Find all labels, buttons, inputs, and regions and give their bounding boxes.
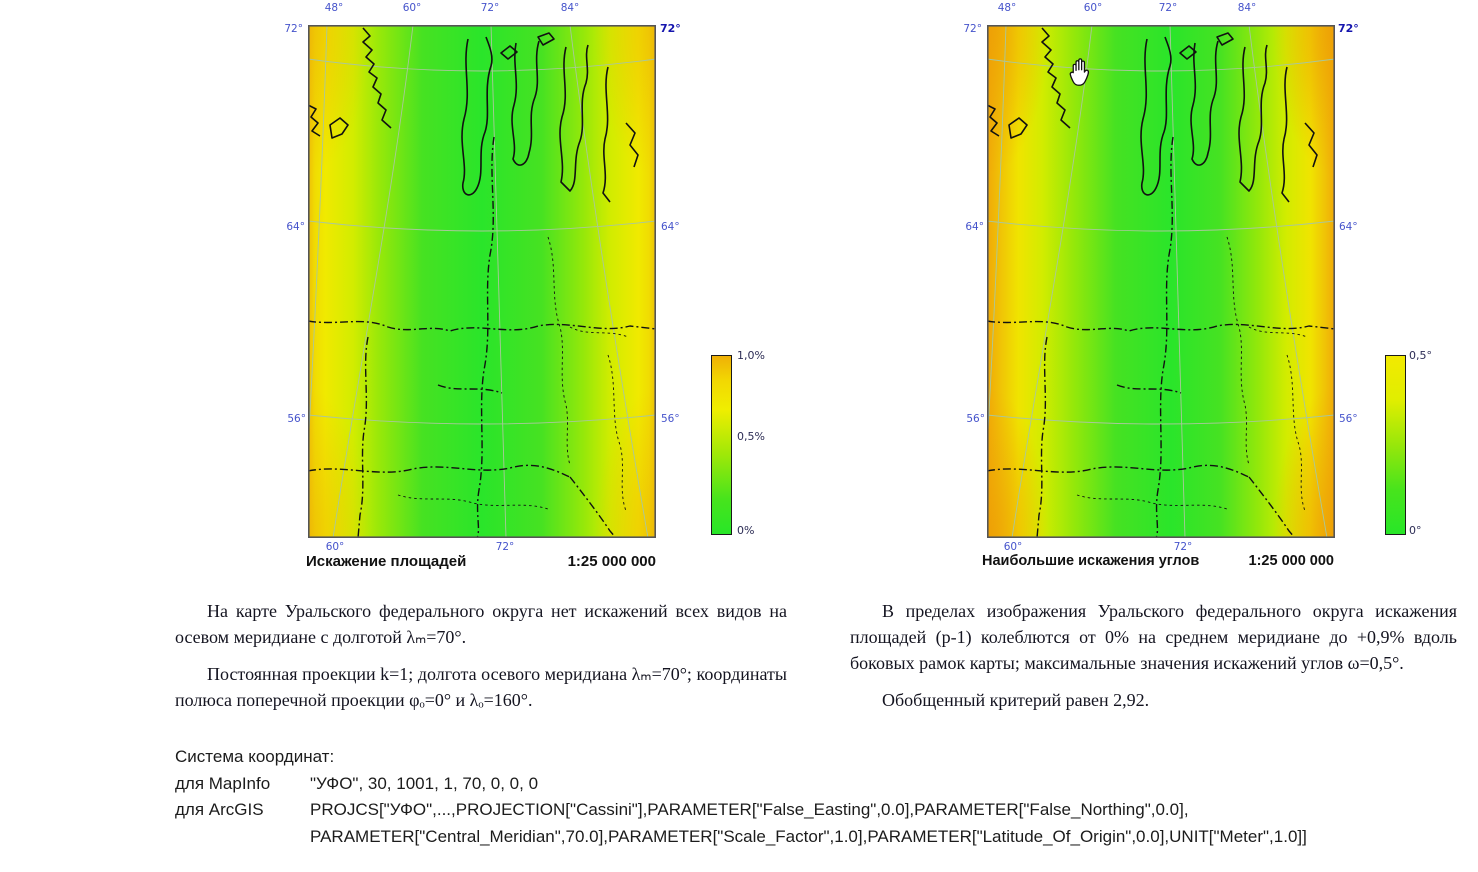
graticule-label: 56° bbox=[1339, 413, 1358, 425]
graticule-label: 60° bbox=[325, 541, 345, 553]
graticule-label: 72° bbox=[1338, 22, 1359, 35]
map-caption: Искажение площадей bbox=[306, 553, 467, 570]
area-distortion-description bbox=[175, 598, 787, 724]
graticule-label: 84° bbox=[1237, 2, 1257, 14]
colorbar-tick: 0% bbox=[737, 524, 755, 537]
arcgis-label: для ArcGIS bbox=[175, 800, 264, 819]
graticule-label: 72° bbox=[480, 2, 500, 14]
paragraph: Обобщенный критерий равен 2,92. bbox=[882, 690, 1150, 710]
graticule-label: 64° bbox=[661, 221, 680, 233]
graticule-label: 60° bbox=[402, 2, 422, 14]
mapinfo-value: "УФО", 30, 1001, 1, 70, 0, 0, 0 bbox=[310, 773, 539, 793]
angle-distortion-colorbar bbox=[1385, 355, 1406, 535]
colorbar-tick: 0,5% bbox=[737, 430, 765, 443]
angle-distortion-description bbox=[850, 598, 1457, 724]
map-scale: 1:25 000 000 bbox=[1248, 553, 1334, 569]
area-distortion-map[interactable] bbox=[308, 25, 656, 538]
arcgis-value-line2: PARAMETER["Central_Meridian",70.0],PARAMETER["Scale_Factor",1.0],PARAMETER["Latitude_Of_Origin",0.0],UNIT["Meter",1.0]] bbox=[310, 826, 1307, 846]
graticule-label: 56° bbox=[287, 413, 306, 425]
area-distortion-colorbar bbox=[711, 355, 732, 535]
graticule-label: 64° bbox=[286, 221, 305, 233]
graticule-label: 48° bbox=[324, 2, 344, 14]
graticule-label: 72° bbox=[495, 541, 515, 553]
graticule-label: 56° bbox=[966, 413, 985, 425]
graticule-label: 72° bbox=[284, 23, 303, 35]
map-scale: 1:25 000 000 bbox=[567, 553, 656, 570]
map-caption: Наибольшие искажения углов bbox=[982, 553, 1200, 569]
graticule-label: 72° bbox=[1173, 541, 1193, 553]
coords-title: Система координат: bbox=[175, 747, 335, 766]
graticule-label: 72° bbox=[660, 22, 681, 35]
coordinate-system-block bbox=[175, 744, 1307, 850]
graticule-label: 48° bbox=[997, 2, 1017, 14]
graticule-label: 64° bbox=[965, 221, 984, 233]
graticule-label: 64° bbox=[1339, 221, 1358, 233]
angle-distortion-map[interactable] bbox=[987, 25, 1335, 538]
mapinfo-label: для MapInfo bbox=[175, 773, 271, 793]
graticule-label: 72° bbox=[963, 23, 982, 35]
paragraph: Постоянная проекции k=1; долгота осевого меридиана λₘ=70°; координаты полюса поперечной проекции φₒ=0° и λₒ=160°. bbox=[175, 664, 787, 710]
graticule-label: 60° bbox=[1003, 541, 1023, 553]
graticule-label: 56° bbox=[661, 413, 680, 425]
paragraph: В пределах изображения Уральского федерального округа искажения площадей (p-1) колеблются от 0% на среднем меридиане до +0,9% вдоль боковых рамок карты; максимальные значения искажений углов ω=0,5°. bbox=[850, 601, 1457, 673]
graticule-label: 60° bbox=[1083, 2, 1103, 14]
colorbar-tick: 1,0% bbox=[737, 349, 765, 362]
open-hand-cursor-icon bbox=[1066, 56, 1094, 87]
colorbar-tick: 0° bbox=[1409, 524, 1422, 537]
graticule-label: 72° bbox=[1158, 2, 1178, 14]
arcgis-value-line1: PROJCS["УФО",...,PROJECTION["Cassini"],PARAMETER["False_Easting",0.0],PARAMETER["False_Northing",0.0], bbox=[310, 800, 1189, 819]
paragraph: На карте Уральского федерального округа нет искажений всех видов на осевом меридиане с долготой λₘ=70°. bbox=[175, 601, 787, 647]
graticule-label: 84° bbox=[560, 2, 580, 14]
colorbar-tick: 0,5° bbox=[1409, 349, 1432, 362]
